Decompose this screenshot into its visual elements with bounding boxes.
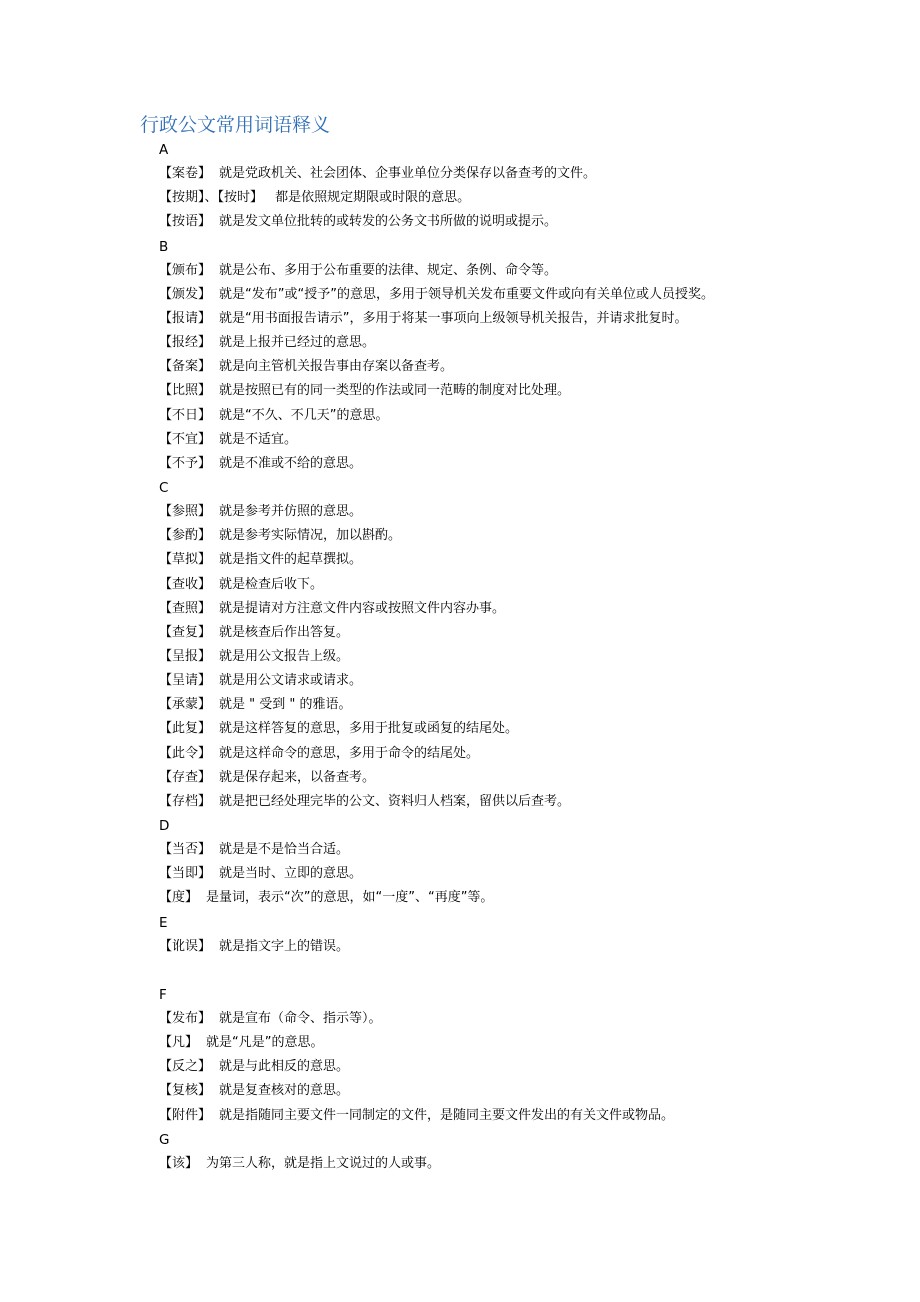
entry-term: 【参酌】 xyxy=(159,528,212,544)
entry-definition: 就是核查后作出答复。 xyxy=(219,624,350,640)
glossary-list xyxy=(159,138,879,1176)
glossary-entry xyxy=(159,1152,879,1176)
glossary-entry xyxy=(159,331,879,355)
glossary-entry xyxy=(159,500,879,524)
glossary-entry xyxy=(159,379,879,403)
entry-definition: 就是不适宜。 xyxy=(219,431,298,447)
glossary-entry xyxy=(159,838,879,862)
entry-term: 【比照】 xyxy=(159,383,212,399)
blank-line xyxy=(159,959,879,983)
entry-term: 【承蒙】 xyxy=(159,697,212,713)
entry-definition: 就是是不是恰当合适。 xyxy=(219,842,350,858)
entry-definition: 就是提请对方注意文件内容或按照文件内容办事。 xyxy=(219,600,506,616)
glossary-entry xyxy=(159,283,879,307)
entry-term: 【按期】、【按时】 xyxy=(159,190,264,206)
glossary-entry xyxy=(159,693,879,717)
entry-definition: 就是指文字上的错误。 xyxy=(219,938,350,954)
glossary-entry xyxy=(159,524,879,548)
entry-definition: 就是“用书面报告请示”，多用于将某一事项向上级领导机关报告，并请求批复时。 xyxy=(219,310,688,326)
entry-definition: 就是参考并仿照的意思。 xyxy=(219,504,363,520)
entry-definition: 就是宣布（命令、指示等）。 xyxy=(219,1011,382,1027)
glossary-entry xyxy=(159,162,879,186)
entry-term: 【当即】 xyxy=(159,866,212,882)
entry-definition: 就是发文单位批转的或转发的公务文书所做的说明或提示。 xyxy=(219,214,558,230)
entry-term: 【查复】 xyxy=(159,624,212,640)
entry-definition: 是量词，表示“次”的意思，如“一度”、“再度”等。 xyxy=(206,890,494,906)
entry-definition: 就是保存起来，以备查考。 xyxy=(219,769,376,785)
entry-term: 【颁发】 xyxy=(159,286,212,302)
entry-term: 【此令】 xyxy=(159,745,212,761)
entry-term: 【草拟】 xyxy=(159,552,212,568)
entry-term: 【当否】 xyxy=(159,842,212,858)
entry-term: 【报请】 xyxy=(159,310,212,326)
glossary-entry xyxy=(159,862,879,886)
entry-definition: 为第三人称，就是指上文说过的人或事。 xyxy=(206,1155,441,1171)
glossary-entry xyxy=(159,742,879,766)
entry-term: 【按语】 xyxy=(159,214,212,230)
glossary-entry xyxy=(159,766,879,790)
entry-term: 【附件】 xyxy=(159,1107,212,1123)
section-letter: C xyxy=(159,479,169,496)
glossary-entry xyxy=(159,355,879,379)
entry-definition: 就是与此相反的意思。 xyxy=(219,1059,350,1075)
entry-definition: 就是“不久、不几天”的意思。 xyxy=(219,407,389,423)
glossary-entry xyxy=(159,307,879,331)
glossary-entry xyxy=(159,1079,879,1103)
glossary-entry xyxy=(159,404,879,428)
section-letter: G xyxy=(159,1131,170,1148)
section-letter: B xyxy=(159,238,169,255)
entry-term: 【颁布】 xyxy=(159,262,212,278)
glossary-entry xyxy=(159,886,879,910)
entry-definition: 就是 " 受到 " 的雅语。 xyxy=(219,697,352,713)
entry-definition: 就是“凡是”的意思。 xyxy=(206,1035,324,1051)
section-letter: D xyxy=(159,817,170,834)
glossary-entry xyxy=(159,573,879,597)
entry-term: 【反之】 xyxy=(159,1059,212,1075)
section-letter: E xyxy=(159,914,168,931)
entry-definition: 就是党政机关、社会团体、企事业单位分类保存以备查考的文件。 xyxy=(219,166,597,182)
entry-definition: 就是上报并已经过的意思。 xyxy=(219,335,376,351)
entry-term: 【呈请】 xyxy=(159,673,212,689)
entry-term: 【呈报】 xyxy=(159,648,212,664)
entry-term: 【凡】 xyxy=(159,1035,199,1051)
glossary-entry xyxy=(159,548,879,572)
glossary-entry xyxy=(159,645,879,669)
document-title: 行政公文常用词语释义 xyxy=(140,114,331,136)
entry-definition: 就是参考实际情况，加以斟酌。 xyxy=(219,528,402,544)
entry-definition: 就是“发布”或“授予”的意思，多用于领导机关发布重要文件或向有关单位或人员授奖。 xyxy=(219,286,714,302)
glossary-entry xyxy=(159,1055,879,1079)
entry-term: 【查照】 xyxy=(159,600,212,616)
entry-definition: 就是用公文请求或请求。 xyxy=(219,673,363,689)
entry-term: 【度】 xyxy=(159,890,199,906)
entry-term: 【不宜】 xyxy=(159,431,212,447)
entry-term: 【备案】 xyxy=(159,359,212,375)
entry-term: 【发布】 xyxy=(159,1011,212,1027)
entry-definition: 都是依照规定期限或时限的意思。 xyxy=(271,190,471,206)
entry-definition: 就是复查核对的意思。 xyxy=(219,1083,350,1099)
glossary-entry xyxy=(159,717,879,741)
entry-term: 【参照】 xyxy=(159,504,212,520)
entry-term: 【讹误】 xyxy=(159,938,212,954)
section-letter: A xyxy=(159,142,169,158)
entry-term: 【复核】 xyxy=(159,1083,212,1099)
glossary-entry xyxy=(159,1031,879,1055)
glossary-entry xyxy=(159,790,879,814)
entry-term: 【该】 xyxy=(159,1155,199,1171)
glossary-entry xyxy=(159,210,879,234)
entry-term: 【查收】 xyxy=(159,576,212,592)
entry-definition: 就是用公文报告上级。 xyxy=(219,648,350,664)
entry-term: 【存档】 xyxy=(159,793,212,809)
glossary-entry xyxy=(159,1007,879,1031)
entry-definition: 就是这样命令的意思，多用于命令的结尾处。 xyxy=(219,745,480,761)
glossary-entry xyxy=(159,428,879,452)
glossary-entry xyxy=(159,1104,879,1128)
entry-definition: 就是这样答复的意思，多用于批复或函复的结尾处。 xyxy=(219,721,519,737)
glossary-entry xyxy=(159,259,879,283)
entry-term: 【不予】 xyxy=(159,455,212,471)
entry-term: 【案卷】 xyxy=(159,166,212,182)
entry-definition: 就是按照已有的同一类型的作法或同一范畴的制度对比处理。 xyxy=(219,383,571,399)
entry-definition: 就是当时、立即的意思。 xyxy=(219,866,363,882)
entry-definition: 就是检查后收下。 xyxy=(219,576,324,592)
glossary-entry xyxy=(159,186,879,210)
section-letter: F xyxy=(159,986,167,1003)
glossary-entry xyxy=(159,669,879,693)
entry-term: 【存查】 xyxy=(159,769,212,785)
glossary-entry xyxy=(159,597,879,621)
glossary-entry xyxy=(159,935,879,959)
entry-definition: 就是不准或不给的意思。 xyxy=(219,455,363,471)
entry-term: 【报经】 xyxy=(159,335,212,351)
glossary-entry xyxy=(159,621,879,645)
entry-term: 【不日】 xyxy=(159,407,212,423)
entry-definition: 就是指文件的起草撰拟。 xyxy=(219,552,363,568)
entry-definition: 就是把已经处理完毕的公文、资料归人档案，留供以后查考。 xyxy=(219,793,571,809)
entry-definition: 就是指随同主要文件一同制定的文件，是随同主要文件发出的有关文件或物品。 xyxy=(219,1107,675,1123)
entry-definition: 就是公布、多用于公布重要的法律、规定、条例、命令等。 xyxy=(219,262,558,278)
entry-definition: 就是向主管机关报告事由存案以备查考。 xyxy=(219,359,454,375)
glossary-entry xyxy=(159,452,879,476)
entry-term: 【此复】 xyxy=(159,721,212,737)
